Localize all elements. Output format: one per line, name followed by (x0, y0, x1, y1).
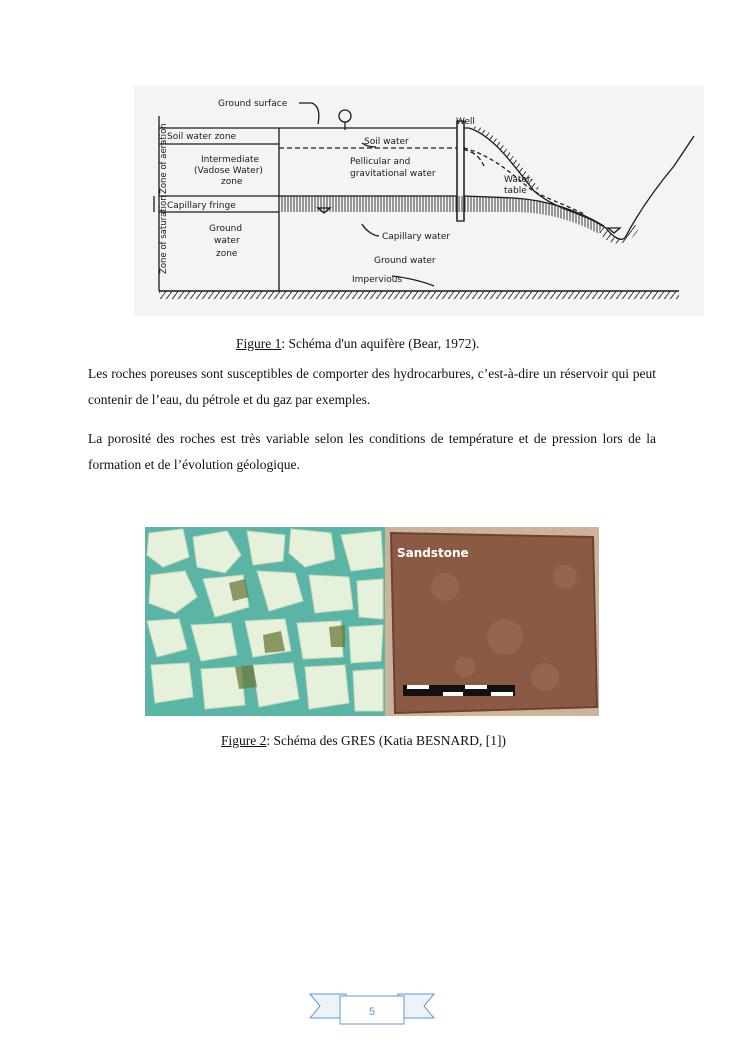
figure1-caption (236, 336, 479, 352)
figure2-caption-text: : Schéma des GRES (Katia BESNARD, [1]) (266, 733, 506, 748)
label-intermediate-zone: zone (221, 177, 243, 187)
label-well: Well (456, 117, 475, 127)
label-impervious: Impervious (352, 275, 403, 285)
sandstone-label: Sandstone (397, 546, 469, 560)
label-vadose-water: (Vadose Water) (194, 166, 263, 176)
page-number-ribbon (308, 990, 436, 1028)
label-ground-water-zone-1: Ground (209, 224, 243, 234)
label-pellicular: Pellicular and (350, 157, 411, 167)
figure1-caption-text: : Schéma d'un aquifère (Bear, 1972). (281, 336, 480, 351)
thin-section-image (145, 527, 385, 716)
aquifer-diagram (134, 86, 704, 316)
label-ground-surface: Ground surface (218, 99, 288, 109)
label-ground-water: Ground water (374, 256, 436, 266)
figure1-caption-label: Figure 1 (236, 336, 282, 351)
label-ground-water-zone-2: water (214, 236, 240, 246)
scale-bar (403, 685, 515, 696)
impervious-hatch (159, 291, 679, 299)
label-water-table-1: Water- (504, 175, 534, 185)
label-water-table-2: table (504, 186, 527, 196)
label-capillary-fringe: Capillary fringe (167, 201, 236, 211)
figure2-caption (221, 733, 506, 749)
label-intermediate: Intermediate (201, 155, 260, 165)
label-gravitational-water: gravitational water (350, 169, 436, 179)
paragraph-2: La porosité des roches est très variable selon les conditions de température et de pression lors de la formation et de l’évolution géologique. (88, 431, 656, 472)
paragraph-1: Les roches poreuses sont susceptibles de comporter des hydrocarbures, c’est-à-dire un réservoir qui peut contenir de l’eau, du pétrole et du gaz par exemples. (88, 366, 656, 407)
capillary-fringe-hatch (279, 196, 469, 212)
label-soil-water-zone: Soil water zone (167, 132, 237, 142)
label-zone-aeration: Zone of aeration (159, 123, 169, 194)
figure2-caption-label: Figure 2 (221, 733, 267, 748)
sandstone-sample-image (385, 527, 599, 716)
label-capillary-water: Capillary water (382, 232, 451, 242)
label-ground-water-zone-3: zone (216, 249, 238, 259)
page-number: 5 (368, 1006, 376, 1018)
label-soil-water: Soil water (364, 137, 409, 147)
label-zone-saturation: Zone of saturation (159, 195, 169, 274)
sandstone-figure (145, 527, 599, 716)
